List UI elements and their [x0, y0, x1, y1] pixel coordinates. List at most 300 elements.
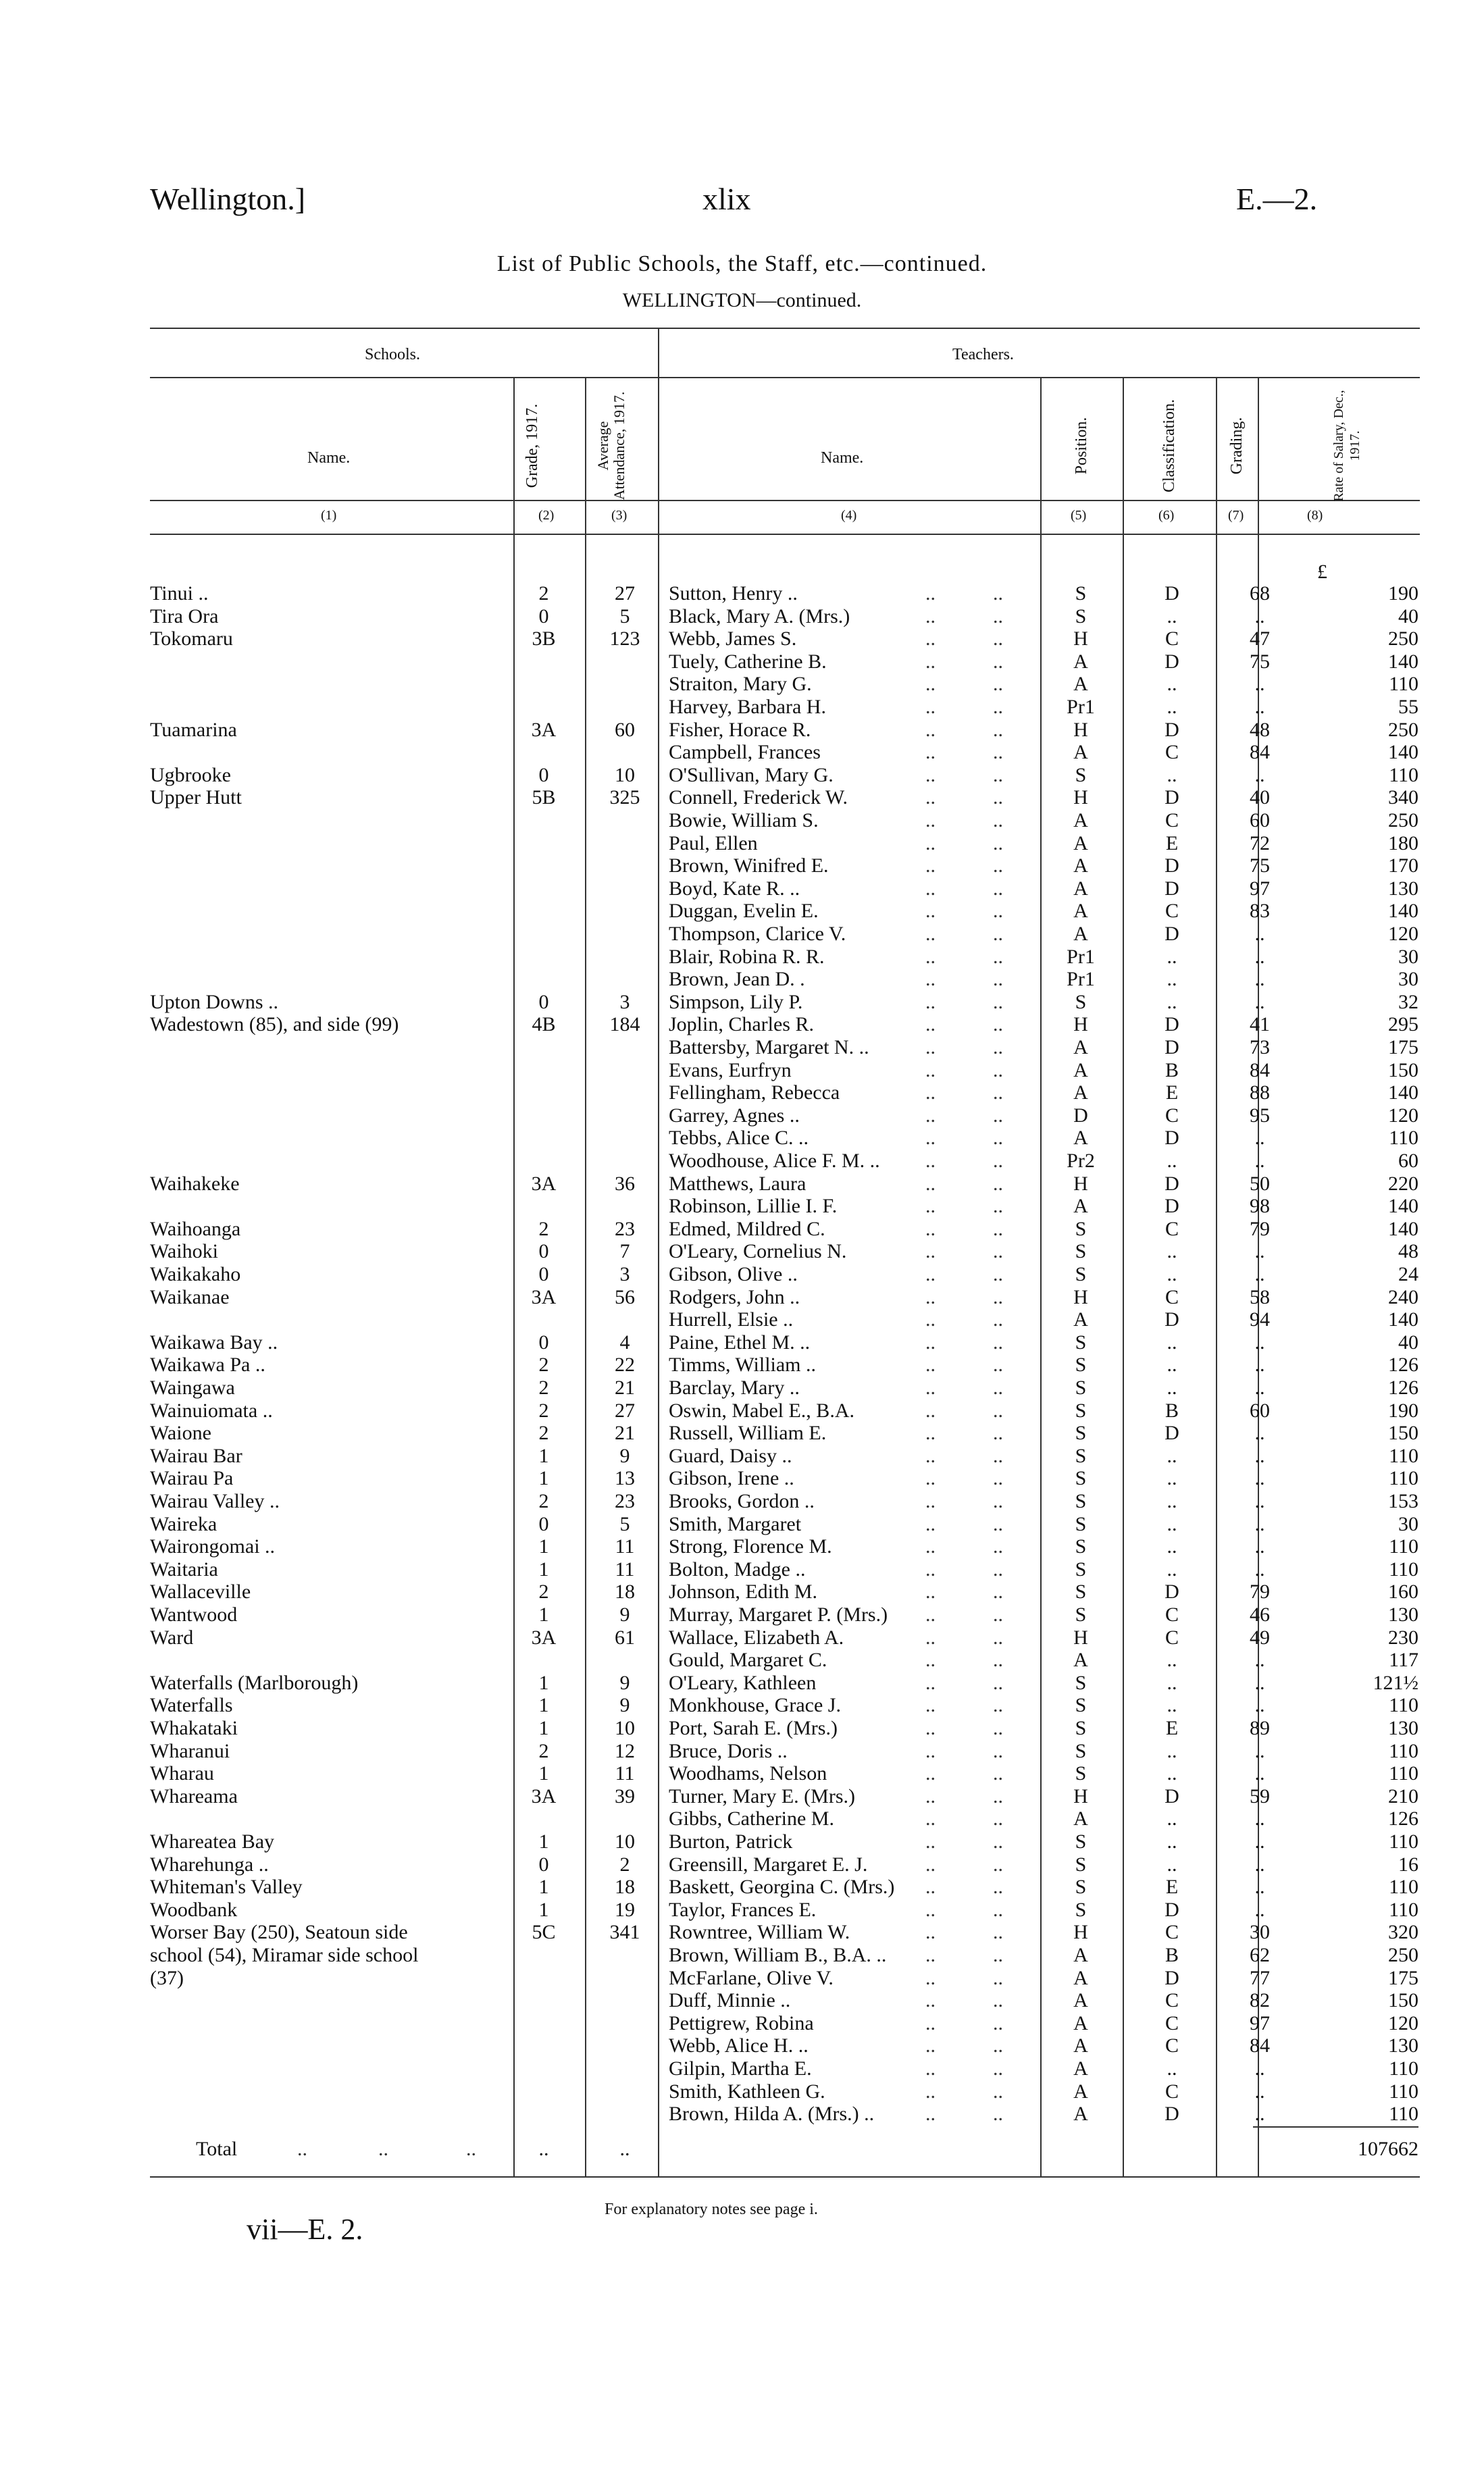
teacher-classification: .. — [1167, 1830, 1177, 1853]
teacher-name: Webb, Alice H. .. — [669, 2034, 809, 2057]
teacher-classification: D — [1165, 1966, 1179, 1989]
school-attendance: 18 — [615, 1581, 635, 1603]
school-attendance: 10 — [615, 1717, 635, 1739]
leader-dots: .. — [925, 650, 936, 673]
teacher-position: A — [1073, 2011, 1088, 2034]
leader-dots: .. — [993, 1013, 1003, 1036]
teacher-position: D — [1073, 1104, 1088, 1127]
leader-dots: .. — [925, 1399, 936, 1422]
table-row — [0, 2103, 1484, 2125]
teacher-position: A — [1073, 2103, 1088, 2126]
teacher-position: S — [1075, 1490, 1087, 1512]
teacher-grading: .. — [1254, 1671, 1265, 1694]
leader-dots: .. — [925, 1467, 936, 1490]
table-row — [0, 1785, 1484, 1807]
school-attendance: 21 — [615, 1422, 635, 1445]
leader-dots: .. — [993, 900, 1003, 923]
leader-dots: .. — [925, 1966, 936, 1989]
teacher-classification: C — [1165, 1104, 1179, 1127]
colnum-1: (1) — [321, 508, 337, 523]
teacher-classification: .. — [1167, 1558, 1177, 1581]
school-grade: 2 — [538, 1581, 549, 1603]
school-attendance: 123 — [609, 627, 640, 650]
school-grade: 0 — [538, 1853, 549, 1876]
teacher-salary: 130 — [1388, 877, 1418, 900]
leader-dots: .. — [993, 1377, 1003, 1399]
leader-dots: .. — [993, 1603, 1003, 1626]
table-row — [0, 1899, 1484, 1921]
teacher-salary: 120 — [1388, 2011, 1418, 2034]
school-attendance: 10 — [615, 763, 635, 786]
school-name: Wairau Pa — [150, 1467, 234, 1490]
teacher-position: A — [1073, 1989, 1088, 2012]
teacher-name: Tebbs, Alice C. .. — [669, 1127, 809, 1150]
teacher-grading: 79 — [1250, 1581, 1270, 1603]
teacher-salary: 230 — [1388, 1626, 1418, 1649]
school-attendance: 5 — [619, 1512, 630, 1535]
table-row — [0, 1717, 1484, 1739]
teacher-name: Paine, Ethel M. .. — [669, 1331, 811, 1354]
leader-dots: .. — [993, 1331, 1003, 1354]
table-row — [0, 2034, 1484, 2057]
teacher-classification: .. — [1167, 2057, 1177, 2080]
teacher-salary: 110 — [1389, 2103, 1418, 2126]
teacher-grading: .. — [1254, 2080, 1265, 2103]
table-row — [0, 1967, 1484, 1989]
teacher-name: Burton, Patrick — [669, 1830, 793, 1853]
teacher-name: Monkhouse, Grace J. — [669, 1694, 841, 1717]
teacher-grading: 84 — [1250, 741, 1270, 764]
table-row — [0, 696, 1484, 718]
school-grade: 2 — [538, 1422, 549, 1445]
leader-dots: .. — [993, 1217, 1003, 1240]
leader-dots: .. — [925, 1717, 936, 1739]
teacher-classification: C — [1165, 900, 1179, 923]
school-grade: 3B — [532, 627, 556, 650]
teacher-salary: 121½ — [1373, 1671, 1418, 1694]
teacher-salary: 250 — [1388, 809, 1418, 831]
school-name: Tuamarina — [150, 718, 237, 741]
teacher-position: A — [1073, 900, 1088, 923]
teacher-grading: 48 — [1250, 718, 1270, 741]
teacher-classification: C — [1165, 2011, 1179, 2034]
school-grade: 1 — [538, 1717, 549, 1739]
school-attendance: 7 — [619, 1240, 630, 1263]
leader-dots: .. — [993, 1490, 1003, 1512]
school-attendance: 27 — [615, 582, 635, 605]
teacher-grading: .. — [1254, 1263, 1265, 1285]
leader-dots: .. — [925, 1762, 936, 1785]
teacher-classification: C — [1165, 1285, 1179, 1308]
leader-dots: .. — [925, 2103, 936, 2126]
teacher-classification: .. — [1167, 1354, 1177, 1377]
school-name: Waikawa Bay .. — [150, 1331, 278, 1354]
school-name: Tinui .. — [150, 582, 209, 605]
school-name: Wharau — [150, 1762, 214, 1785]
table-row — [0, 1354, 1484, 1376]
teacher-position: A — [1073, 854, 1088, 877]
leader-dots: .. — [993, 2057, 1003, 2080]
teacher-grading: .. — [1254, 1422, 1265, 1445]
teacher-position: S — [1075, 1830, 1087, 1853]
table-row — [0, 1830, 1484, 1853]
leader-dots: .. — [925, 2057, 936, 2080]
leader-dots: .. — [993, 1898, 1003, 1921]
school-grade: 0 — [538, 1263, 549, 1285]
teacher-name: Hurrell, Elsie .. — [669, 1308, 794, 1331]
table-row — [0, 854, 1484, 877]
teacher-grading: 79 — [1250, 1217, 1270, 1240]
leader-dots: .. — [925, 1013, 936, 1036]
leader-dots: .. — [993, 1558, 1003, 1581]
teacher-position: A — [1073, 741, 1088, 764]
teacher-grading: 82 — [1250, 1989, 1270, 2012]
teacher-position: Pr1 — [1067, 945, 1095, 968]
school-grade: 1 — [538, 1671, 549, 1694]
colnum-4: (4) — [841, 508, 857, 523]
school-grade: 2 — [538, 1377, 549, 1399]
leader-dots: .. — [925, 1512, 936, 1535]
teacher-classification: D — [1165, 786, 1179, 809]
teacher-salary: 60 — [1398, 1150, 1418, 1172]
teacher-name: Fellingham, Rebecca — [669, 1081, 840, 1104]
teacher-name: Bowie, William S. — [669, 809, 819, 831]
teacher-classification: .. — [1167, 1467, 1177, 1490]
teacher-grading: .. — [1254, 1127, 1265, 1150]
teacher-classification: .. — [1167, 1807, 1177, 1830]
school-attendance: 27 — [615, 1399, 635, 1422]
leader-dots: .. — [993, 1354, 1003, 1377]
teacher-classification: C — [1165, 1217, 1179, 1240]
leader-dots: .. — [993, 854, 1003, 877]
table-row — [0, 1490, 1484, 1512]
teacher-position: S — [1075, 763, 1087, 786]
school-grade: 4B — [532, 1013, 556, 1036]
school-grade: 1 — [538, 1558, 549, 1581]
teacher-classification: C — [1165, 741, 1179, 764]
teacher-grading: 84 — [1250, 2034, 1270, 2057]
leader-dots: .. — [925, 1694, 936, 1717]
teacher-grading: .. — [1254, 1558, 1265, 1581]
teacher-name: Strong, Florence M. — [669, 1535, 832, 1558]
teacher-position: S — [1075, 1467, 1087, 1490]
school-grade: 3A — [531, 1626, 557, 1649]
leader-dots: .. — [925, 1150, 936, 1172]
school-attendance: 11 — [615, 1558, 635, 1581]
leader-dots: .. — [925, 1921, 936, 1944]
school-grade: 0 — [538, 763, 549, 786]
leader-dots: .. — [925, 741, 936, 764]
teacher-salary: 250 — [1388, 1944, 1418, 1966]
top-rule — [150, 328, 1420, 329]
teacher-salary: 140 — [1388, 650, 1418, 673]
leader-dots: .. — [925, 1490, 936, 1512]
teacher-salary: 126 — [1388, 1377, 1418, 1399]
leader-dots: .. — [925, 1785, 936, 1807]
teacher-grading: .. — [1254, 968, 1265, 991]
teacher-position: Pr1 — [1067, 696, 1095, 718]
teacher-position: S — [1075, 1898, 1087, 1921]
teacher-classification: E — [1165, 831, 1179, 854]
table-row — [0, 1059, 1484, 1081]
table-row — [0, 1331, 1484, 1354]
leader-dots: .. — [993, 1150, 1003, 1172]
school-attendance: 9 — [619, 1603, 630, 1626]
table-row — [0, 2080, 1484, 2103]
teacher-grading: 59 — [1250, 1785, 1270, 1807]
school-grade: 3A — [531, 1285, 557, 1308]
leader-dots: .. — [993, 1422, 1003, 1445]
school-name: Wharanui — [150, 1739, 230, 1762]
leader-dots: .. — [993, 1535, 1003, 1558]
table-row — [0, 1467, 1484, 1489]
leader-dots: .. — [925, 1104, 936, 1127]
teacher-grading: .. — [1254, 1762, 1265, 1785]
leader-dots: .. — [993, 718, 1003, 741]
leader-dots: .. — [993, 1876, 1003, 1899]
teacher-salary: 40 — [1398, 1331, 1418, 1354]
teacher-grading: .. — [1254, 2057, 1265, 2080]
teacher-grading: .. — [1254, 1240, 1265, 1263]
teacher-salary: 120 — [1388, 923, 1418, 945]
leader-dots: .. — [993, 786, 1003, 809]
school-name: Waikawa Pa .. — [150, 1354, 265, 1377]
leader-dots: .. — [993, 696, 1003, 718]
teacher-position: H — [1073, 1172, 1088, 1195]
teacher-salary: 130 — [1388, 2034, 1418, 2057]
teacher-name: Woodhams, Nelson — [669, 1762, 827, 1785]
leader-dots: .. — [925, 968, 936, 991]
table-row — [0, 1263, 1484, 1285]
leader-dots: .. — [925, 718, 936, 741]
leader-dots: .. — [993, 968, 1003, 991]
leader-dots: .. — [993, 1694, 1003, 1717]
teacher-classification: C — [1165, 2034, 1179, 2057]
teacher-classification: .. — [1167, 1853, 1177, 1876]
teacher-name: Brown, Winifred E. — [669, 854, 829, 877]
school-grade: 2 — [538, 1490, 549, 1512]
leader-dots: .. — [993, 1512, 1003, 1535]
leader-dots: .. — [993, 605, 1003, 627]
teacher-salary: 250 — [1388, 718, 1418, 741]
leader-dots: .. — [993, 1195, 1003, 1218]
table-row — [0, 1013, 1484, 1035]
leader-dots: .. — [993, 945, 1003, 968]
teacher-classification: .. — [1167, 696, 1177, 718]
teacher-position: S — [1075, 1558, 1087, 1581]
teacher-grading: .. — [1254, 990, 1265, 1013]
table-row — [0, 1218, 1484, 1240]
total-grade: .. — [538, 2138, 549, 2160]
teacher-name: Thompson, Clarice V. — [669, 923, 846, 945]
leader-dots: .. — [993, 1785, 1003, 1807]
teacher-name: Smith, Kathleen G. — [669, 2080, 825, 2103]
teachers-group-header: Teachers. — [952, 346, 1014, 363]
leader-dots: .. — [925, 1535, 936, 1558]
teacher-position: H — [1073, 1785, 1088, 1807]
teacher-salary: 30 — [1398, 1512, 1418, 1535]
leader-dots: .. — [993, 1762, 1003, 1785]
teacher-classification: D — [1165, 650, 1179, 673]
teacher-classification: B — [1165, 1058, 1179, 1081]
teacher-grading: .. — [1254, 1490, 1265, 1512]
teacher-grading: .. — [1254, 1535, 1265, 1558]
teacher-grading: 30 — [1250, 1921, 1270, 1944]
table-row — [0, 650, 1484, 673]
teacher-name: Pettigrew, Robina — [669, 2011, 814, 2034]
leader-dots: .. — [925, 831, 936, 854]
teacher-name: Matthews, Laura — [669, 1172, 807, 1195]
teacher-classification: .. — [1167, 1331, 1177, 1354]
leader-dots: .. — [993, 650, 1003, 673]
teacher-salary: 295 — [1388, 1013, 1418, 1036]
table-row — [0, 1535, 1484, 1558]
schools-group-header: Schools. — [365, 346, 421, 363]
teacher-grading: .. — [1254, 1512, 1265, 1535]
table-row — [0, 1581, 1484, 1603]
teacher-grading: .. — [1254, 945, 1265, 968]
leader-dots: .. — [925, 2080, 936, 2103]
teacher-grading: .. — [1254, 1331, 1265, 1354]
teacher-classification: D — [1165, 2103, 1179, 2126]
school-name: Wantwood — [150, 1603, 238, 1626]
school-attendance: 12 — [615, 1739, 635, 1762]
school-attendance: 18 — [615, 1876, 635, 1899]
school-name: Whiteman's Valley — [150, 1876, 303, 1899]
leader-dots: .. — [993, 582, 1003, 605]
group-rule — [150, 377, 1420, 378]
table-row — [0, 1286, 1484, 1308]
school-grade: 5C — [532, 1921, 556, 1944]
school-attendance: 10 — [615, 1830, 635, 1853]
teacher-name-header: Name. — [821, 449, 864, 467]
teacher-salary: 110 — [1389, 1127, 1418, 1150]
table-row — [0, 605, 1484, 627]
page-number: xlix — [702, 182, 751, 216]
teacher-name: Duff, Minnie .. — [669, 1989, 791, 2012]
leader-dots: .. — [993, 1581, 1003, 1603]
teacher-classification: .. — [1167, 1444, 1177, 1467]
teacher-salary: 175 — [1388, 1966, 1418, 1989]
teacher-salary: 110 — [1389, 2057, 1418, 2080]
table-row — [0, 673, 1484, 695]
leader-dots: .. — [993, 1807, 1003, 1830]
teacher-classification: .. — [1167, 1762, 1177, 1785]
total-row: Total .. .. .. .. .. 107662 — [196, 2138, 1418, 2160]
teacher-name: Bruce, Doris .. — [669, 1739, 788, 1762]
teacher-position: A — [1073, 809, 1088, 831]
teacher-grading: .. — [1254, 1444, 1265, 1467]
teacher-salary: 140 — [1388, 1195, 1418, 1218]
teacher-grading: .. — [1254, 763, 1265, 786]
teacher-position: S — [1075, 1853, 1087, 1876]
leader-dots: .. — [925, 809, 936, 831]
leader-dots: .. — [925, 1422, 936, 1445]
teacher-name: Connell, Frederick W. — [669, 786, 848, 809]
teacher-name: Brooks, Gordon .. — [669, 1490, 815, 1512]
teacher-grading: .. — [1254, 605, 1265, 627]
teacher-name: Black, Mary A. (Mrs.) — [669, 605, 850, 627]
teacher-name: Timms, William .. — [669, 1354, 817, 1377]
leader-dots: .. — [993, 1172, 1003, 1195]
teacher-grading: .. — [1254, 1377, 1265, 1399]
table-row — [0, 1195, 1484, 1217]
teacher-name: Joplin, Charles R. — [669, 1013, 814, 1036]
teacher-classification: D — [1165, 877, 1179, 900]
leader-dots: .. — [925, 1989, 936, 2012]
teacher-grading: 40 — [1250, 786, 1270, 809]
table-row — [0, 2057, 1484, 2080]
teacher-position: A — [1073, 1195, 1088, 1218]
teacher-classification: C — [1165, 809, 1179, 831]
teacher-grading: 73 — [1250, 1036, 1270, 1058]
teacher-position: H — [1073, 1285, 1088, 1308]
school-attendance: 36 — [615, 1172, 635, 1195]
teacher-position: H — [1073, 718, 1088, 741]
bottom-rule — [150, 2176, 1420, 2178]
school-name: Ugbrooke — [150, 763, 231, 786]
teacher-salary: 150 — [1388, 1422, 1418, 1445]
teacher-position: S — [1075, 1399, 1087, 1422]
teacher-name: Smith, Margaret — [669, 1512, 802, 1535]
teacher-name: Gibson, Olive .. — [669, 1263, 798, 1285]
teacher-grading: .. — [1254, 1739, 1265, 1762]
teacher-classification: D — [1165, 1013, 1179, 1036]
teacher-grading: .. — [1254, 1694, 1265, 1717]
leader-dots: .. — [993, 877, 1003, 900]
table-row — [0, 1081, 1484, 1104]
teacher-classification: E — [1165, 1876, 1179, 1899]
leader-dots: .. — [925, 1739, 936, 1762]
teacher-position: S — [1075, 1671, 1087, 1694]
leader-dots: .. — [993, 1285, 1003, 1308]
leader-dots: .. — [993, 1989, 1003, 2012]
table-row — [0, 1672, 1484, 1694]
teacher-position: S — [1075, 605, 1087, 627]
colnum-3: (3) — [611, 508, 628, 523]
table-row — [0, 1603, 1484, 1626]
teacher-grading: .. — [1254, 1150, 1265, 1172]
teacher-name: Bolton, Madge .. — [669, 1558, 806, 1581]
teacher-classification: D — [1165, 1308, 1179, 1331]
school-grade: 1 — [538, 1876, 549, 1899]
teacher-position: S — [1075, 1739, 1087, 1762]
teacher-salary: 320 — [1388, 1921, 1418, 1944]
table-row — [0, 1308, 1484, 1331]
teacher-salary: 110 — [1389, 1444, 1418, 1467]
leader-dots: .. — [925, 1308, 936, 1331]
teacher-classification: D — [1165, 1898, 1179, 1921]
teacher-name: Guard, Daisy .. — [669, 1444, 792, 1467]
leader-dots: .. — [925, 1807, 936, 1830]
teacher-classification: .. — [1167, 1150, 1177, 1172]
colnum-7: (7) — [1228, 508, 1244, 523]
school-name: Whareatea Bay — [150, 1830, 275, 1853]
leader-dots: .. — [993, 831, 1003, 854]
leader-dots: .. — [925, 1444, 936, 1467]
leader-dots: .. — [925, 1058, 936, 1081]
school-name: Wharehunga .. — [150, 1853, 269, 1876]
leader-dots: .. — [925, 1558, 936, 1581]
school-grade: 2 — [538, 582, 549, 605]
attendance-header: Average Attendance, 1917. — [594, 391, 628, 501]
teacher-grading: 84 — [1250, 1058, 1270, 1081]
teacher-classification: .. — [1167, 1512, 1177, 1535]
teacher-name: Turner, Mary E. (Mrs.) — [669, 1785, 855, 1807]
teacher-classification: D — [1165, 923, 1179, 945]
teacher-classification: C — [1165, 2080, 1179, 2103]
leader-dots: .. — [993, 1921, 1003, 1944]
